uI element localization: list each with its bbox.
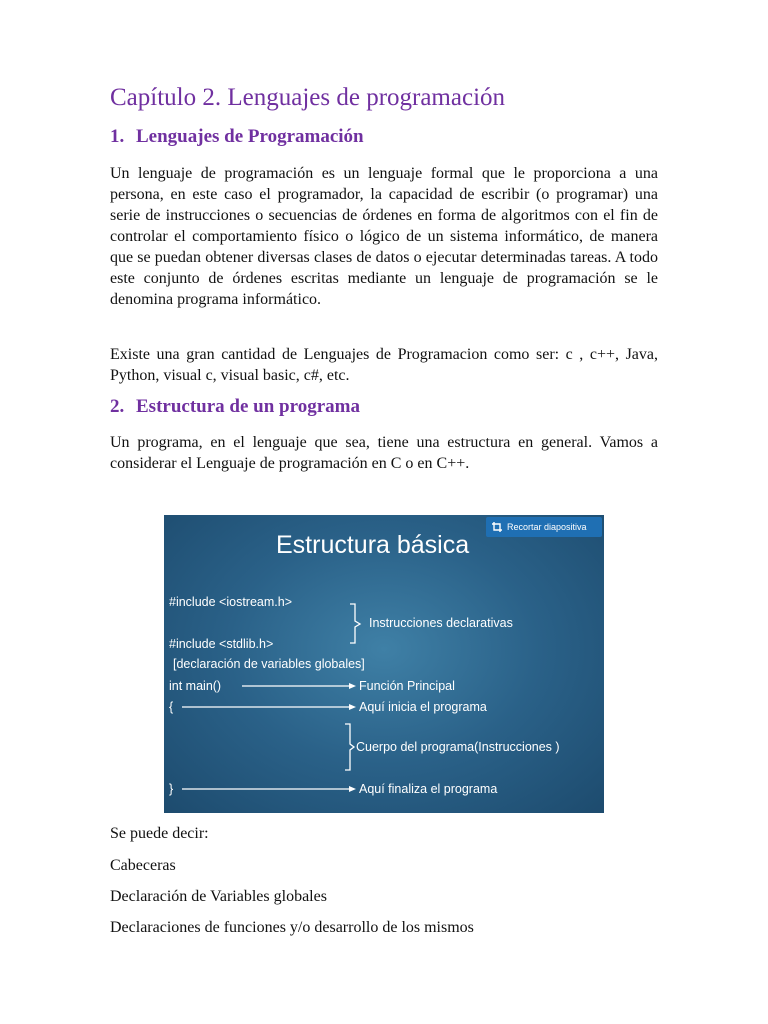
list-item-variables: Declaración de Variables globales (110, 888, 327, 905)
brace-declarativas (350, 604, 360, 643)
code-close-brace: } (169, 782, 174, 796)
section-number: 1. (110, 126, 125, 147)
section-title: Lenguajes de Programación (136, 126, 364, 147)
section-title: Estructura de un programa (136, 396, 360, 417)
section-heading-lenguajes (110, 126, 364, 148)
chapter-title: Capítulo 2. Lenguajes de programación (110, 84, 506, 111)
code-open-brace: { (169, 700, 174, 714)
paragraph-definition: Un lenguaje de programación es un lenguaje formal que le proporciona a una persona, en este caso el programador, la capacidad de escribir (o programar) una serie de instrucciones o secuencias de órdenes en forma de algoritmos con el fin de controlar el comportamiento físico o lógico de un sistema informático, de manera que se puedan obtener diversas clases de datos o ejecutar determinadas tareas. A todo este conjunto de órdenes escritas mediante un lenguaje de programación se le denomina programa informático. (110, 165, 658, 308)
crop-slide-label: Recortar diapositiva (507, 522, 587, 532)
paragraph-structure-intro: Un programa, en el lenguaje que sea, tiene una estructura en general. Vamos a considerar el Lenguaje de programación en C o en C++. (110, 434, 658, 472)
label-finaliza-programa: Aquí finaliza el programa (359, 782, 498, 796)
brace-cuerpo (345, 724, 354, 770)
list-item-cabeceras: Cabeceras (110, 857, 176, 874)
label-cuerpo-programa: Cuerpo del programa(Instrucciones ) (356, 740, 560, 754)
code-include-stdlib: #include <stdlib.h> (169, 637, 274, 651)
list-intro: Se puede decir: (110, 825, 209, 842)
slide-title: Estructura básica (276, 531, 470, 559)
label-inicia-programa: Aquí inicia el programa (359, 700, 487, 714)
paragraph-languages-list: Existe una gran cantidad de Lenguajes de Programacion como ser: c , c++, Java, Python, visual c, visual basic, c#, etc. (110, 346, 658, 384)
label-funcion-principal: Función Principal (359, 679, 455, 693)
section-number: 2. (110, 396, 125, 417)
code-global-declarations: [declaración de variables globales] (173, 657, 365, 671)
section-heading-estructura (110, 396, 360, 418)
slide-image (164, 515, 604, 813)
code-int-main: int main() (169, 679, 222, 693)
code-include-iostream: #include <iostream.h> (169, 595, 292, 609)
list-item-funciones: Declaraciones de funciones y/o desarrollo de los mismos (110, 919, 474, 936)
slide-annotations (164, 515, 604, 813)
label-declarativas: Instrucciones declarativas (369, 616, 513, 630)
